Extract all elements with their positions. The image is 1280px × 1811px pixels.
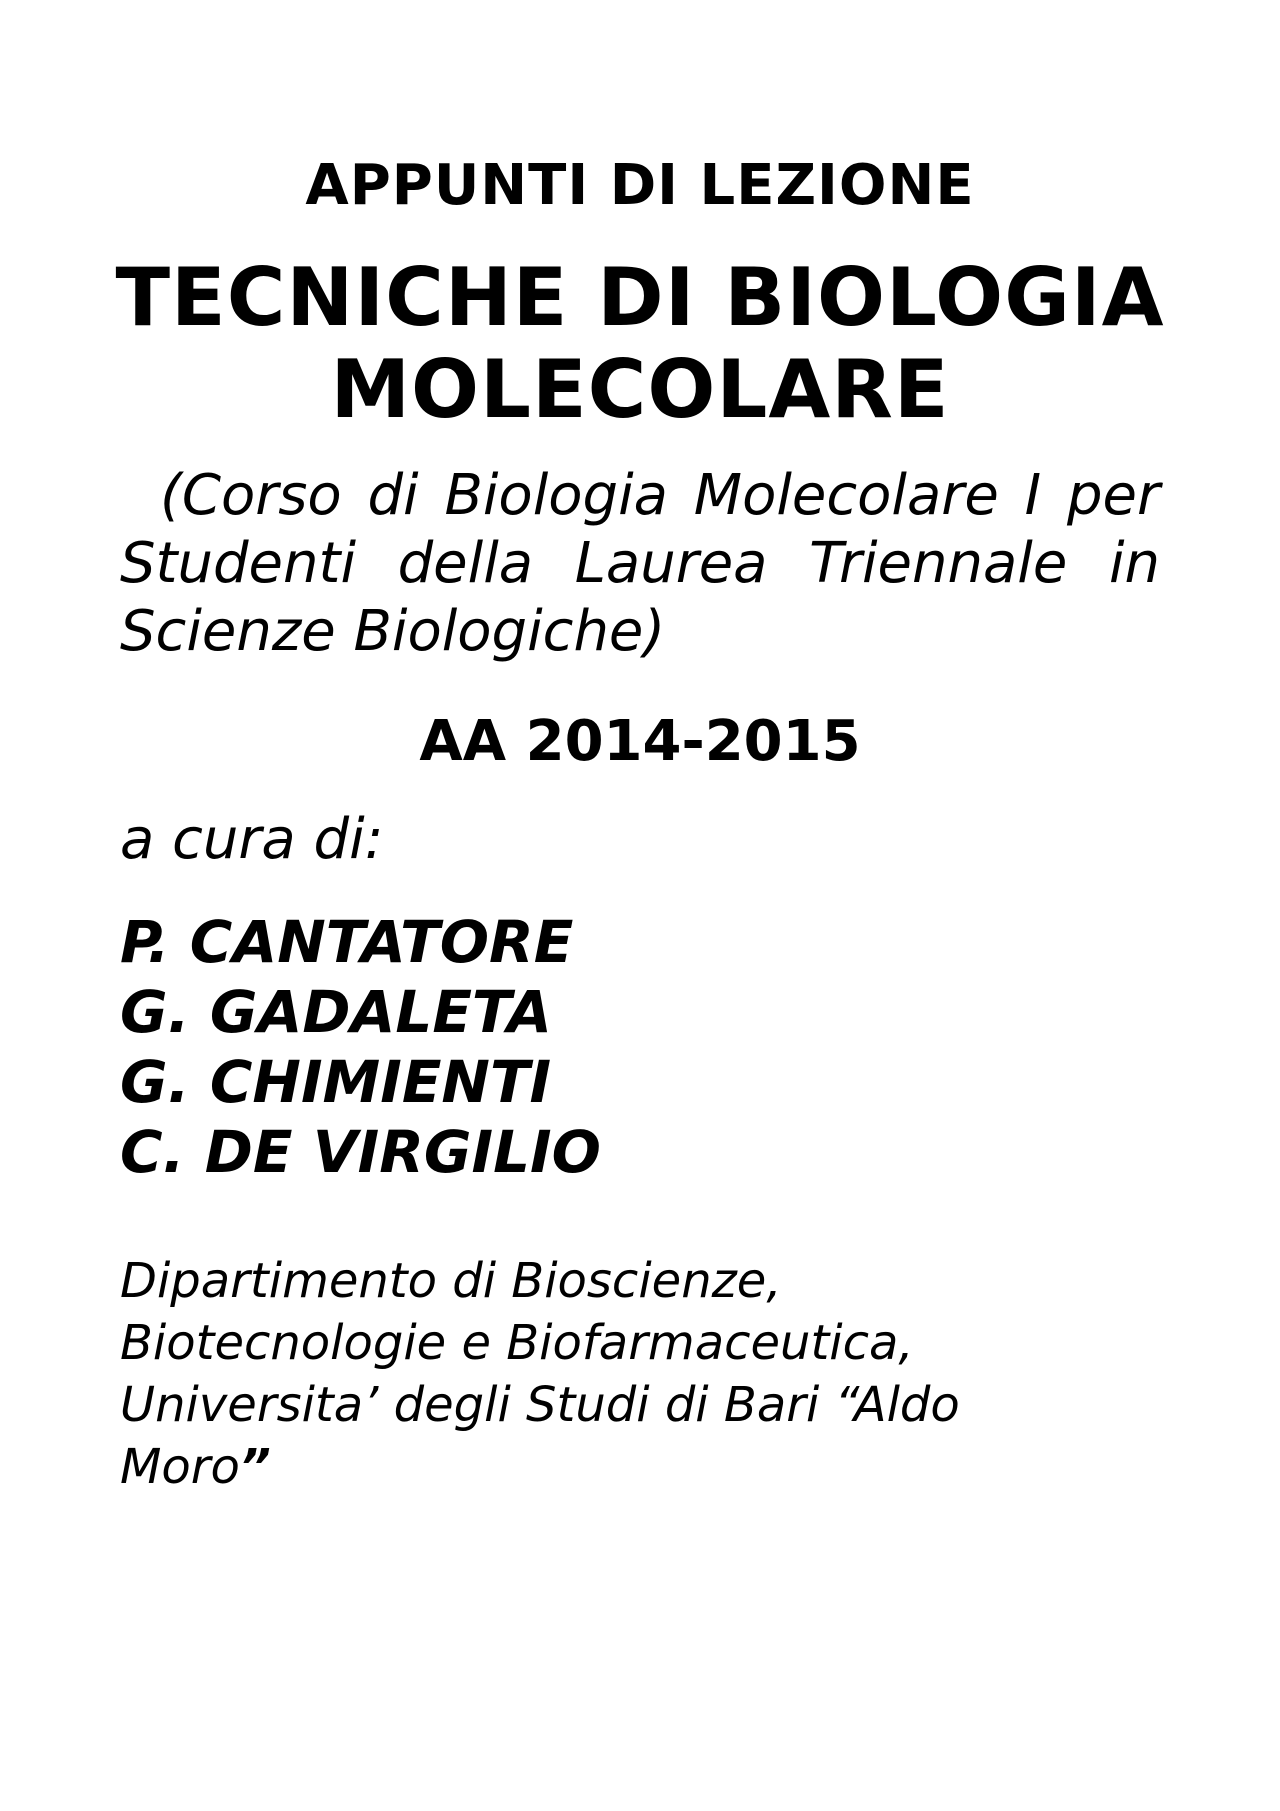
affiliation-line: Moro [120,1439,240,1495]
authors-list [120,907,601,1187]
author: C. DE VIRGILIO [120,1118,601,1186]
academic-year: AA 2014-2015 [419,709,861,774]
affiliation-line: Dipartimento di Bioscienze, [120,1253,782,1309]
pretitle: APPUNTI DI LEZIONE [305,153,975,218]
author: G. GADALETA [120,978,552,1046]
title-line: MOLECOLARE [330,343,950,436]
author: G. CHIMIENTI [120,1048,552,1116]
course-description: (Corso di Biologia Molecolare I per Studenti della Laurea Triennale in Scienze Biologiche) [120,463,1160,664]
title-line: TECNICHE DI BIOLOGIA [115,251,1165,344]
affiliation [120,1250,1180,1498]
edited-by-label: a cura di: [120,807,384,872]
author: P. CANTATORE [120,908,574,976]
affiliation-line: Universita’ degli Studi di Bari “Aldo [120,1377,960,1433]
affiliation-line: Biotecnologie e Biofarmaceutica, [120,1315,914,1371]
closing-quote: ” [239,1439,271,1495]
affiliation-line-last [120,1436,1180,1498]
document-title [0,252,1280,436]
